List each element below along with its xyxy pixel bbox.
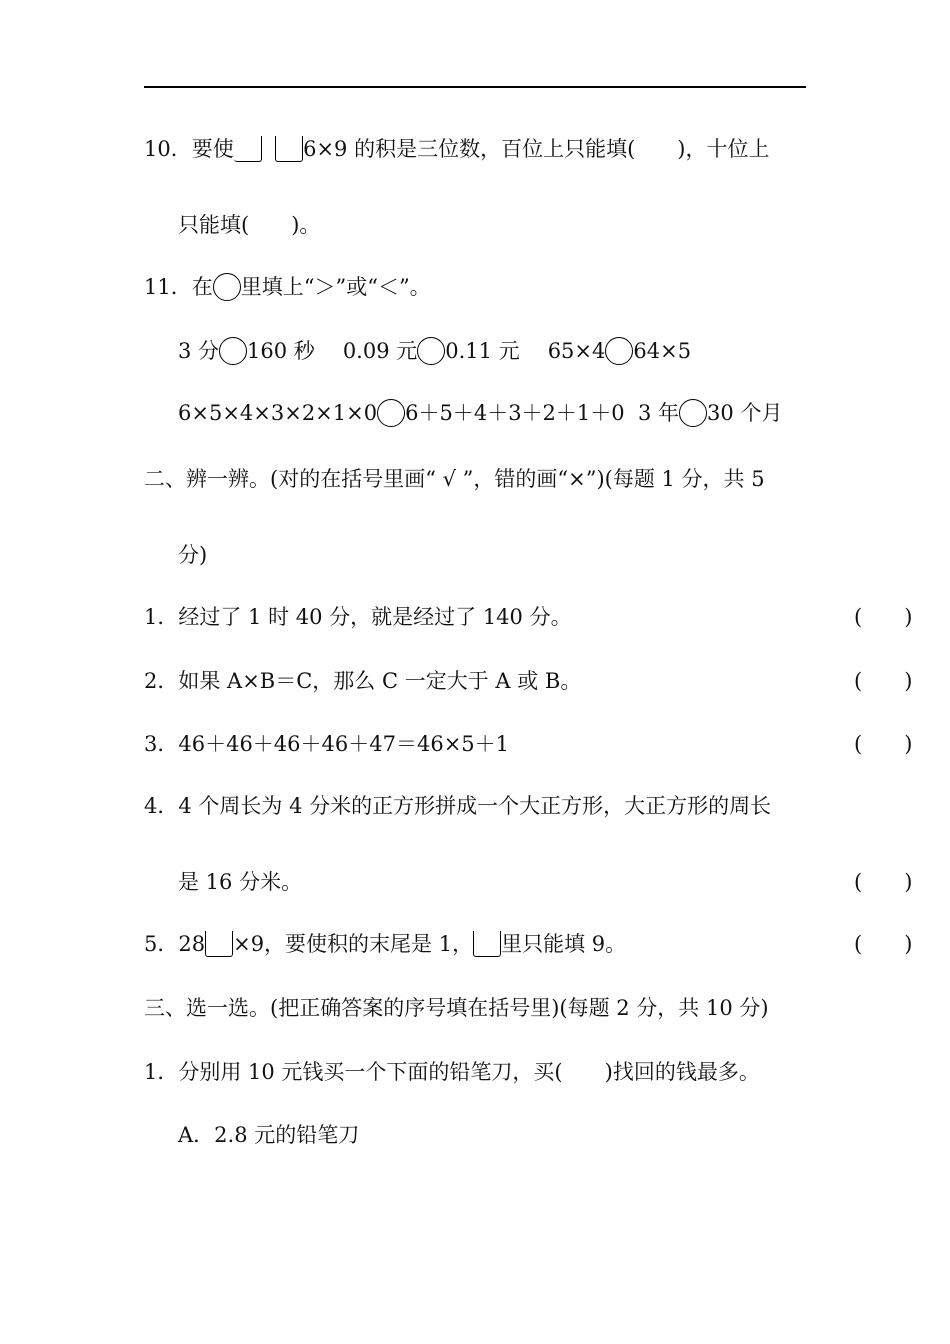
section3-title: 三、选一选。(把正确答案的序号填在括号里)(每题 2 分，共 10 分) <box>144 996 769 1020</box>
answer-box <box>275 136 303 162</box>
choice-question-1: 1．分别用 10 元钱买一个下面的铅笔刀，买( )找回的钱最多。 <box>144 1060 760 1084</box>
compare-right: 64×5 <box>633 339 692 363</box>
judge-item-4: 4．4 个周长为 4 分米的正方形拼成一个大正方形，大正方形的周长 <box>144 794 772 818</box>
compare-circle <box>213 273 241 301</box>
q11-prefix: 11．在 <box>144 275 213 299</box>
compare-right: 0.11 元 <box>445 339 520 363</box>
compare-left: 3 分 <box>178 339 220 363</box>
q10-line1 <box>144 134 769 164</box>
q11-row2 <box>178 398 782 428</box>
q11-suffix: 里填上“＞”或“＜”。 <box>240 275 431 299</box>
compare-left: 6×5×4×3×2×1×0 <box>178 401 378 425</box>
compare-right: 160 秒 <box>247 339 315 363</box>
judge-item-4-cont <box>144 867 950 897</box>
judge-text: 3．46＋46＋46＋46＋47＝46×5＋1 <box>144 732 510 756</box>
section2-title-cont: 分) <box>178 543 208 567</box>
judge-item-3 <box>144 729 950 759</box>
answer-paren[interactable]: ( ) <box>854 605 913 629</box>
q10-text: 6×9 的积是三位数，百位上只能填( )，十位上 <box>303 137 770 161</box>
judge-text: ×9，要使积的末尾是 1， <box>233 932 474 956</box>
answer-box <box>205 931 233 957</box>
compare-circle <box>219 337 247 365</box>
answer-box <box>234 136 262 162</box>
compare-circle <box>377 399 405 427</box>
compare-circle <box>417 337 445 365</box>
judge-item-2 <box>144 666 950 696</box>
judge-item-5 <box>144 929 950 959</box>
judge-text: 5．28 <box>144 932 206 956</box>
answer-paren[interactable]: ( ) <box>854 669 913 693</box>
answer-paren[interactable]: ( ) <box>854 870 913 894</box>
compare-circle <box>605 337 633 365</box>
compare-circle <box>679 399 707 427</box>
compare-left: 0.09 元 <box>342 339 418 363</box>
judge-item-1 <box>144 602 950 632</box>
compare-right: 30 个月 <box>707 401 783 425</box>
judge-text: 是 16 分米。 <box>178 870 303 894</box>
compare-left: 65×4 <box>547 339 606 363</box>
q11-instruction <box>144 272 431 302</box>
q10-prefix: 10．要使 <box>144 137 234 161</box>
judge-text: 2．如果 A×B＝C，那么 C 一定大于 A 或 B。 <box>144 669 582 693</box>
q10-line2: 只能填( )。 <box>178 213 321 237</box>
q11-row1 <box>178 336 691 366</box>
choice-option-a: A．2.8 元的铅笔刀 <box>178 1123 360 1147</box>
answer-box <box>473 931 501 957</box>
compare-left: 3 年 <box>638 401 680 425</box>
section2-title: 二、辨一辨。(对的在括号里画“ √ ”，错的画“×”)(每题 1 分，共 5 <box>144 467 765 491</box>
judge-text: 1．经过了 1 时 40 分，就是经过了 140 分。 <box>144 605 572 629</box>
judge-text: 里只能填 9。 <box>501 932 627 956</box>
compare-right: 6＋5＋4＋3＋2＋1＋0 <box>405 401 625 425</box>
answer-paren[interactable]: ( ) <box>854 932 913 956</box>
header-rule <box>144 86 806 88</box>
answer-paren[interactable]: ( ) <box>854 732 913 756</box>
